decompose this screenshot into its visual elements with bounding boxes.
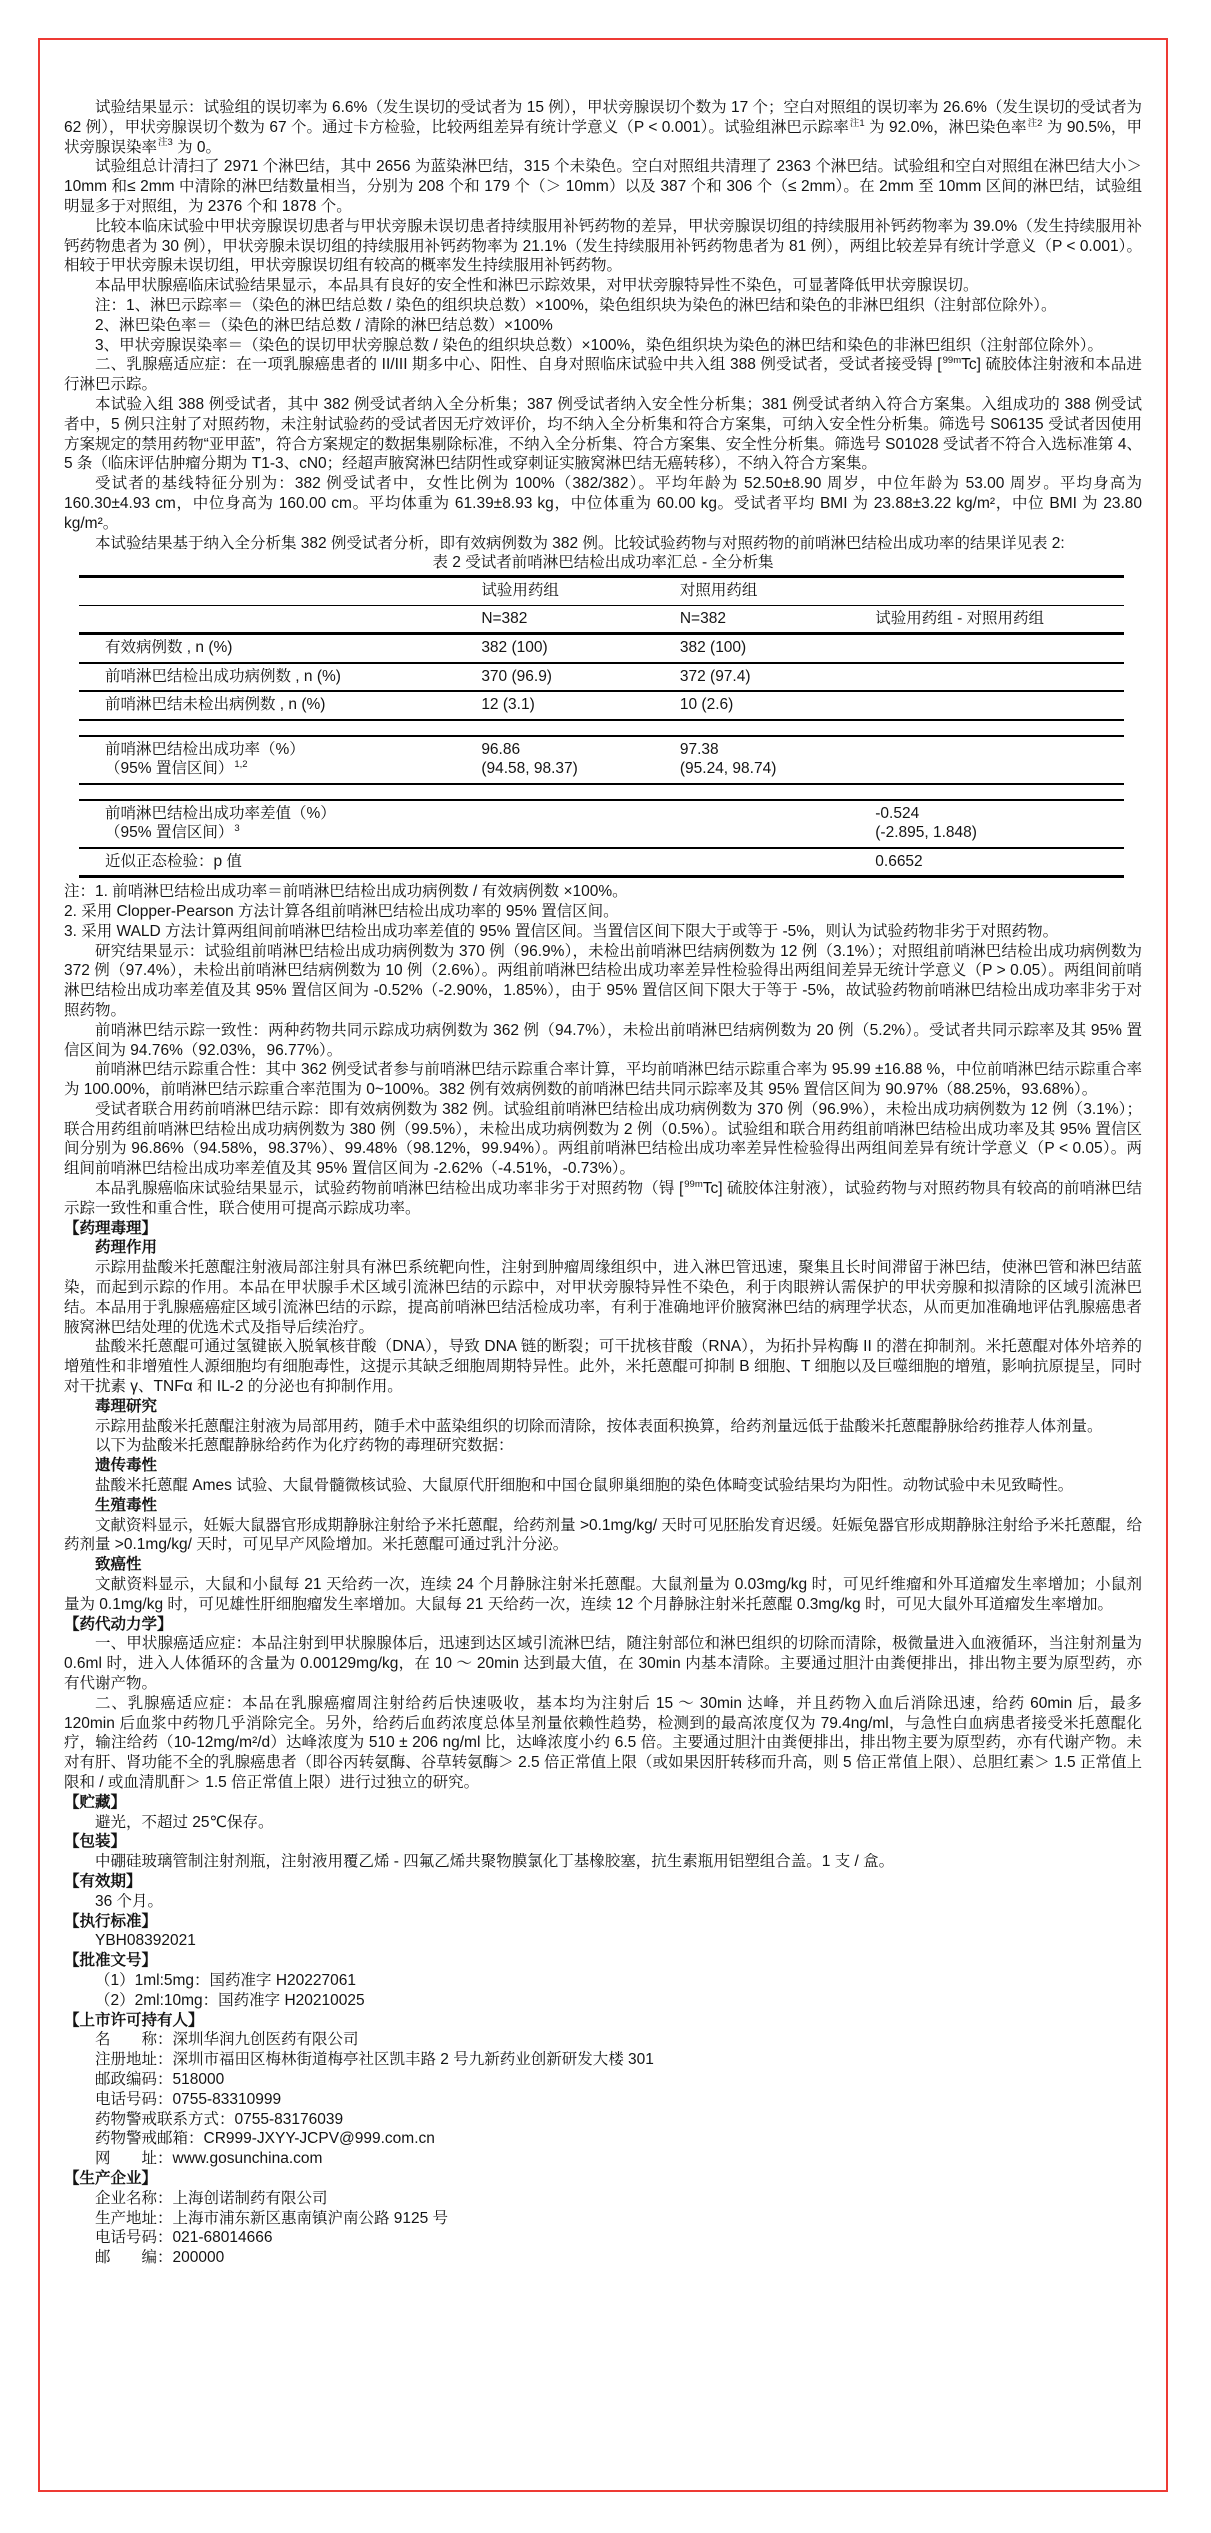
- paragraph-thyroid-conclusion: 本品甲状腺癌临床试验结果显示，本品具有良好的安全性和淋巴示踪效果，对甲状旁腺特异性不染色，可显著降低甲状旁腺误切。: [95, 277, 979, 295]
- text-segment: Tc] 硫胶体注射液和本品进行淋巴示踪。: [64, 356, 1142, 394]
- manufacturer-name: 企业名称：上海创诺制药有限公司: [95, 2189, 328, 2207]
- table2-blank-cell: [680, 800, 875, 848]
- thyroid-footnote-1: 注：1、淋巴示踪率＝（染色的淋巴结总数 / 染色的组织块总数）×100%，染色组织块为染色的淋巴结和染色的非淋巴组织（注射部位除外）。: [95, 296, 1057, 314]
- manufacturer-phone: 电话号码：021-68014666: [95, 2229, 273, 2247]
- paragraph-approval-1: （1）1ml:5mg：国药准字 H20227061: [95, 1971, 357, 1989]
- paragraph-toxicology-2: 以下为盐酸米托蒽醌静脉给药作为化疗药物的毒理研究数据：: [95, 1437, 514, 1455]
- section-heading-approval-number: 【批准文号】: [64, 1952, 158, 1970]
- table2-n-control: N=382: [680, 605, 875, 634]
- table2-caption: 表 2 受试者前哨淋巴结检出成功率汇总 - 全分析集: [432, 554, 774, 572]
- manufacturer-address: 生产地址：上海市浦东新区惠南镇沪南公路 9125 号: [95, 2209, 449, 2227]
- section-heading-license-holder: 【上市许可持有人】: [64, 2011, 204, 2029]
- table2-blank-cell: [481, 800, 680, 848]
- table2-blank-cell: [875, 736, 1124, 784]
- table2-group-header-row: [79, 577, 1124, 606]
- table2-n-trial: N=382: [481, 605, 680, 634]
- holder-pharmacovigilance-phone: 药物警戒联系方式：0755-83176039: [95, 2110, 344, 2128]
- cell-control: [680, 736, 875, 784]
- section-heading-pharmacology-toxicology: 【药理毒理】: [64, 1219, 158, 1237]
- table2-blank-cell: [875, 577, 1124, 606]
- row-label-line1: 前哨淋巴结检出成功率差值（%）: [105, 804, 336, 822]
- row-label: 前哨淋巴结检出成功病例数 , n (%): [79, 663, 481, 692]
- cell-trial: 382 (100): [481, 634, 680, 663]
- paragraph-combined-use: 受试者联合用药前哨淋巴结示踪：即有效病例数为 382 例。试验组前哨淋巴结检出成功病例数为 370 例（96.9%），未检出成功病例数为 12 例（3.1%）；联合用药组前哨淋巴结检出成功病例数为 380 例（99.5%），未检出成功病例数为 2 例（0.5%）。试验组和联合用药组前哨淋巴结检出成功率及其 95% 置信区间分别为 96.86%（94.58%，98.37%）、99.48%（98.12%，99.94%）。两组前哨淋巴结检出成功率差异性检验得出两组间差异有统计学意义（P < 0.05）。两组间前哨淋巴结检出成功率差值及其 95% 置信区间为 -2.62%（-4.51%，-0.73%）。: [64, 1100, 1142, 1178]
- table-row-detection-success: [79, 663, 1124, 692]
- row-label-line1: 前哨淋巴结检出成功率（%）: [105, 740, 305, 758]
- section-heading-packaging: 【包装】: [64, 1833, 127, 1851]
- cell-trial: 370 (96.9): [481, 663, 680, 692]
- table-row-success-rate: [79, 736, 1124, 784]
- manufacturer-postal-code: 邮 编：200000: [95, 2249, 225, 2267]
- cell-control: 382 (100): [680, 634, 875, 663]
- cell-value: -0.524: [875, 804, 920, 822]
- paragraph-thyroid-trial-results: [64, 98, 1142, 157]
- text-segment: 试验结果显示：试验组的误切率为 6.6%（发生误切的受试者为 15 例），甲状旁腺误切个数为 17 个；空白对照组的误切率为 26.6%（发生误切的受试者为 62 例），甲状旁腺误切个数为 67 个。通过卡方检验，比较两组差异有统计学意义（P < 0.001）。试验组淋巴示踪率: [64, 99, 1142, 136]
- cell-value: 96.86: [481, 740, 521, 758]
- section-heading-standard: 【执行标准】: [64, 1912, 158, 1930]
- row-label: 近似正态检验：p 值: [79, 848, 481, 877]
- section-heading-storage: 【贮藏】: [64, 1793, 127, 1811]
- insert-content: [40, 40, 1166, 2268]
- subheading-carcinogenicity: 致癌性: [95, 1556, 142, 1574]
- subheading-toxicology-research: 毒理研究: [95, 1397, 158, 1415]
- paragraph-lymph-node-counts: 试验组总计清扫了 2971 个淋巴结，其中 2656 为蓝染淋巴结，315 个未染色。空白对照组共清理了 2363 个淋巴结。试验组和空白对照组在淋巴结大小＞ 10mm 和≤ 2mm 中清除的淋巴结数量相当，分别为 208 个和 179 个（＞ 10mm）以及 387 个和 306 个（≤ 2mm）。在 2mm 至 10mm 区间的淋巴结，试验组明显多于对照组，为 2376 个和 1878 个。: [64, 158, 1142, 215]
- table-spacer-row: [79, 720, 1124, 736]
- cell-p-value: 0.6652: [875, 848, 1124, 877]
- subheading-reproductive-toxicity: 生殖毒性: [95, 1496, 158, 1514]
- row-label: [79, 800, 481, 848]
- paragraph-approval-2: （2）2ml:10mg：国药准字 H20210025: [95, 1991, 365, 2009]
- table2-blank-cell: [79, 605, 481, 634]
- section-heading-validity: 【有效期】: [64, 1872, 142, 1890]
- thyroid-footnote-3: 3、甲状旁腺误染率＝（染色的误切甲状旁腺总数 / 染色的组织块总数）×100%，染色组织块为染色的淋巴结和染色的非淋巴组织（注射部位除外）。: [95, 336, 1103, 354]
- row-label: 有效病例数 , n (%): [79, 634, 481, 663]
- table2-blank-cell: [875, 634, 1124, 663]
- package-insert-page: [38, 38, 1168, 2492]
- thyroid-footnote-2: 2、淋巴染色率＝（染色的淋巴结总数 / 清除的淋巴结总数）×100%: [95, 316, 553, 334]
- paragraph-tracer-consistency: 前哨淋巴结示踪一致性：两种药物共同示踪成功病例数为 362 例（94.7%），未检出前哨淋巴结病例数为 20 例（5.2%）。受试者共同示踪率及其 95% 置信区间为 94.76%（92.03%，96.77%）。: [64, 1021, 1142, 1059]
- row-label: [79, 736, 481, 784]
- table-row-rate-difference: [79, 800, 1124, 848]
- tc99m-superscript: 99m: [942, 355, 962, 367]
- text-segment: 为 92.0%，淋巴染色率: [864, 118, 1027, 136]
- text-segment: 为 90.5%，甲状旁腺误染率: [64, 118, 1142, 156]
- text-segment: 二、乳腺癌适应症：在一项乳腺癌患者的 II/III 期多中心、阳性、自身对照临床试验中共入组 388 例受试者，受试者接受锝 [: [95, 356, 942, 374]
- table2-blank-cell: [79, 784, 1124, 800]
- paragraph-breast-indication-intro: [64, 355, 1142, 395]
- table2-blank-cell: [79, 720, 1124, 736]
- paragraph-calcium-supplement: 比较本临床试验中甲状旁腺误切患者与甲状旁腺未误切患者持续服用补钙药物的差异，甲状旁腺误切组的持续服用补钙药物率为 39.0%（发生持续服用补钙药物患者为 30 例），甲状旁腺未误切组的持续服用补钙药物率为 21.1%（发生持续服用补钙药物患者为 81 例），两组比较差异有统计学意义（P < 0.001）。相较于甲状旁腺未误切组，甲状旁腺误切组有较高的概率发生持续服用补钙药物。: [64, 217, 1142, 275]
- paragraph-pk-breast: 二、乳腺癌适应症：本品在乳腺癌瘤周注射给药后快速吸收，基本均为注射后 15 ～ 30min 达峰，并且药物入血后消除迅速，给药 60min 后，最多 120min 后血浆中药物几乎消除完全。另外，给药后血药浓度总体呈剂量依赖性趋势，检测到的最高浓度仅为 79.4ng/ml，与急性白血病患者接受米托蒽醌化疗，输注给药（10-12mg/m²/d）达峰浓度为 510 ± 206 ng/ml 比，达峰浓度小约 6.5 倍。主要通过胆汁由粪便排出，排出物主要为原型药，亦有代谢产物。未对有肝、肾功能不全的乳腺癌患者（即谷丙转氨酶、谷草转氨酶＞ 2.5 倍正常值上限（或如果因肝转移而升高，则 5 倍正常值上限）、总胆红素＞ 1.5 正常值上限和 / 或血清肌酐＞ 1.5 倍正常值上限）进行过独立的研究。: [64, 1694, 1142, 1791]
- note-ref-3: 注3: [158, 137, 173, 149]
- cell-ci: (94.58, 98.37): [481, 760, 578, 778]
- paragraph-standard-code: YBH08392021: [95, 1932, 196, 1950]
- table2-footnote-3: 3. 采用 WALD 方法计算两组间前哨淋巴结检出成功率差值的 95% 置信区间。当置信区间下限大于或等于 -5%，则认为试验药物非劣于对照药物。: [64, 922, 1059, 940]
- cell-ci: (-2.895, 1.848): [875, 824, 977, 842]
- paragraph-pk-thyroid: 一、甲状腺癌适应症：本品注射到甲状腺腺体后，迅速到达区域引流淋巴结，随注射部位和淋巴组织的切除而清除，极微量进入血液循环，当注射剂量为 0.6ml 时，进入人体循环的含量为 0.00129mg/kg，在 10 ～ 20min 达到最大值，在 30min 内基本清除。主要通过胆汁由粪便排出，排出物主要为原型药，亦有代谢产物。: [64, 1635, 1142, 1692]
- table2-blank-cell: [680, 848, 875, 877]
- cell-control: 10 (2.6): [680, 691, 875, 720]
- paragraph-tracer-overlap: 前哨淋巴结示踪重合性：其中 362 例受试者参与前哨淋巴结示踪重合率计算，平均前哨淋巴结示踪重合率为 95.99 ±16.88 %，中位前哨淋巴结示踪重合率为 100.00%，前哨淋巴结示踪重合率范围为 0~100%。382 例有效病例数的前哨淋巴结共同示踪率及其 95% 置信区间为 90.97%（88.25%，93.68%）。: [64, 1061, 1142, 1099]
- paragraph-enrollment: 本试验入组 388 例受试者，其中 382 例受试者纳入全分析集；387 例受试者纳入安全性分析集；381 例受试者纳入符合方案集。入组成功的 388 例受试者中，5 例只注射了对照药物，未注射试验药的受试者因无疗效评价，均不纳入全分析集和符合方案集，可纳入安全性分析集。筛选号 S06135 受试者因使用方案规定的禁用药物“亚甲蓝”，符合方案规定的数据集剔除标准，不纳入全分析集、符合方案集、安全性分析集。筛选号 S01028 受试者不符合入选标准第 4、5 条（临床评估肿瘤分期为 T1-3、cN0；经超声腋窝淋巴结阴性或穿刺证实腋窝淋巴结无癌转移），不纳入符合方案集。: [64, 395, 1142, 473]
- paragraph-table-lead-in: 本试验结果基于纳入全分析集 382 例受试者分析，即有效病例数为 382 例。比较试验药物与对照药物的前哨淋巴结检出成功率的结果详见表 2:: [95, 534, 1065, 552]
- cell-trial: 12 (3.1): [481, 691, 680, 720]
- text-segment: 本品乳腺癌临床试验结果显示，试验药物前哨淋巴结检出成功率非劣于对照药物（锝 [: [95, 1180, 684, 1198]
- table-row-valid-cases: [79, 634, 1124, 663]
- cell-difference: [875, 800, 1124, 848]
- paragraph-baseline: 受试者的基线特征分别为：382 例受试者中，女性比例为 100%（382/382）。平均年龄为 52.50±8.90 周岁，中位年龄为 53.00 周岁。平均身高为 160.30±4.93 cm，中位身高为 160.00 cm。平均体重为 61.39±8.93 kg，中位体重为 60.00 kg。受试者平均 BMI 为 23.88±3.22 kg/m²，中位 BMI 为 23.80 kg/m²。: [64, 475, 1142, 532]
- row-label: 前哨淋巴结未检出病例数 , n (%): [79, 691, 481, 720]
- table2-footnote-1: 注：1. 前哨淋巴结检出成功率＝前哨淋巴结检出成功病例数 / 有效病例数 ×100%。: [64, 883, 628, 901]
- holder-pharmacovigilance-email: 药物警戒邮箱：CR999-JXYY-JCPV@999.com.cn: [95, 2130, 435, 2148]
- note-ref-2: 注2: [1027, 117, 1043, 129]
- footnote-ref-12: 1,2: [234, 758, 248, 770]
- text-segment: 为 0。: [172, 138, 222, 156]
- note-ref-1: 注1: [849, 117, 865, 129]
- text-segment: （95% 置信区间）: [105, 824, 234, 842]
- cell-value: 97.38: [679, 740, 719, 758]
- table2-blank-cell: [481, 848, 680, 877]
- row-label-line2: [105, 759, 477, 779]
- table2-n-header-row: [79, 605, 1124, 634]
- holder-phone: 电话号码：0755-83310999: [95, 2090, 282, 2108]
- paragraph-packaging: 中硼硅玻璃管制注射剂瓶，注射液用覆乙烯 - 四氟乙烯共聚物膜氯化丁基橡胶塞，抗生素瓶用铝塑组合盖。1 支 / 盒。: [95, 1853, 895, 1871]
- cell-control: 372 (97.4): [680, 663, 875, 692]
- paragraph-toxicology-1: 示踪用盐酸米托蒽醌注射液为局部用药，随手术中蓝染组织的切除而清除，按体表面积换算，给药剂量远低于盐酸米托蒽醌静脉给药推荐人体剂量。: [95, 1417, 1103, 1435]
- footnote-ref-3: 3: [234, 822, 240, 834]
- paragraph-breast-conclusion: [64, 1179, 1142, 1219]
- subheading-genotoxicity: 遗传毒性: [95, 1457, 158, 1475]
- table-row-p-value: [79, 848, 1124, 877]
- paragraph-validity: 36 个月。: [95, 1892, 164, 1910]
- table-row-detection-failure: [79, 691, 1124, 720]
- cell-ci: (95.24, 98.74): [679, 760, 777, 778]
- table2-header-control-group: 对照用药组: [680, 577, 875, 606]
- table2-blank-cell: [875, 691, 1124, 720]
- paragraph-pharmacologic-action-2: 盐酸米托蒽醌可通过氢键嵌入脱氧核苷酸（DNA），导致 DNA 链的断裂；可干扰核苷酸（RNA），为拓扑异构酶 II 的潜在抑制剂。米托蒽醌对体外培养的增殖性和非增殖性人源细胞均有细胞毒性，这提示其缺乏细胞周期特异性。此外，米托蒽醌可抑制 B 细胞、T 细胞以及巨噬细胞的增殖，影响抗原提呈，同时对干扰素 γ、TNFα 和 IL-2 的分泌也有抑制作用。: [64, 1338, 1142, 1396]
- holder-website: 网 址：www.gosunchina.com: [95, 2150, 323, 2168]
- text-segment: Tc] 硫胶体注射液），试验药物与对照药物具有较高的前哨淋巴结示踪一致性和重合性，联合使用可提高示踪成功率。: [64, 1180, 1142, 1217]
- holder-name: 名 称：深圳华润九创医药有限公司: [95, 2031, 359, 2049]
- table2-header-trial-group: 试验用药组: [481, 577, 680, 606]
- table2-blank-cell: [79, 577, 481, 606]
- subheading-pharmacologic-action: 药理作用: [95, 1239, 158, 1257]
- table2-blank-cell: [875, 663, 1124, 692]
- paragraph-genotoxicity: 盐酸米托蒽醌 Ames 试验、大鼠骨髓微核试验、大鼠原代肝细胞和中国仓鼠卵巢细胞的染色体畸变试验结果均为阳性。动物试验中未见致畸性。: [95, 1477, 1074, 1495]
- tc99m-superscript: 99m: [684, 1178, 703, 1190]
- table2-header-diff-group: 试验用药组 - 对照用药组: [875, 605, 1124, 634]
- table2-sln-detection: [79, 575, 1124, 878]
- section-heading-manufacturer: 【生产企业】: [64, 2169, 158, 2187]
- paragraph-carcinogenicity: 文献资料显示，大鼠和小鼠每 21 天给药一次，连续 24 个月静脉注射米托蒽醌。大鼠剂量为 0.03mg/kg 时，可见纤维瘤和外耳道瘤发生率增加；小鼠剂量为 0.1mg/kg 时，可见雄性肝细胞瘤发生率增加。大鼠每 21 天给药一次，连续 12 个月静脉注射米托蒽醌 0.3mg/kg 时，可见大鼠外耳道瘤发生率增加。: [64, 1576, 1142, 1613]
- paragraph-storage: 避光，不超过 25℃保存。: [95, 1813, 274, 1831]
- table-spacer-row: [79, 784, 1124, 800]
- holder-postal-code: 邮政编码：518000: [95, 2070, 225, 2088]
- section-heading-pharmacokinetics: 【药代动力学】: [64, 1615, 173, 1633]
- table2-footnote-2: 2. 采用 Clopper-Pearson 方法计算各组前哨淋巴结检出成功率的 95% 置信区间。: [64, 902, 619, 920]
- holder-registered-address: 注册地址：深圳市福田区梅林街道梅亭社区凯丰路 2 号九新药业创新研发大楼 301: [95, 2051, 654, 2069]
- paragraph-pharmacologic-action-1: 示踪用盐酸米托蒽醌注射液局部注射具有淋巴系统靶向性，注射到肿瘤周缘组织中，进入淋巴管迅速，聚集且长时间滞留于淋巴结，使淋巴管和淋巴结蓝染，而起到示踪的作用。本品在甲状腺手术区域引流淋巴结的示踪中，对甲状旁腺特异性不染色，利于肉眼辨认需保护的甲状旁腺和拟清除的区域引流淋巴结。本品用于乳腺癌癌症区域引流淋巴结的示踪，提高前哨淋巴结活检成功率，有利于准确地评价腋窝淋巴结的病理学状态，从而更加准确地评估乳腺癌患者腋窝淋巴结处理的优选术式及指导后续治疗。: [64, 1259, 1142, 1336]
- paragraph-study-results: 研究结果显示：试验组前哨淋巴结检出成功病例数为 370 例（96.9%），未检出前哨淋巴结病例数为 12 例（3.1%）；对照组前哨淋巴结检出成功病例数为 372 例（97.4%），未检出前哨淋巴结病例数为 10 例（2.6%）。两组前哨淋巴结检出成功率差异性检验得出两组间差异无统计学意义（P > 0.05）。两组间前哨淋巴结检出成功率差值及其 95% 置信区间为 -0.52%（-2.90%，1.85%），由于 95% 置信区间下限大于等于 -5%，故试验药物前哨淋巴结检出成功率非劣于对照药物。: [64, 942, 1142, 1019]
- cell-trial: [481, 736, 680, 784]
- paragraph-reproductive-toxicity: 文献资料显示，妊娠大鼠器官形成期静脉注射给予米托蒽醌，给药剂量 >0.1mg/kg/ 天时可见胚胎发育迟缓。妊娠兔器官形成期静脉注射给予米托蒽醌，给药剂量 >0.1mg/kg/ 天时，可见早产风险增加。米托蒽醌可通过乳汁分泌。: [64, 1516, 1142, 1554]
- row-label-line2: [105, 823, 477, 843]
- text-segment: （95% 置信区间）: [105, 760, 234, 778]
